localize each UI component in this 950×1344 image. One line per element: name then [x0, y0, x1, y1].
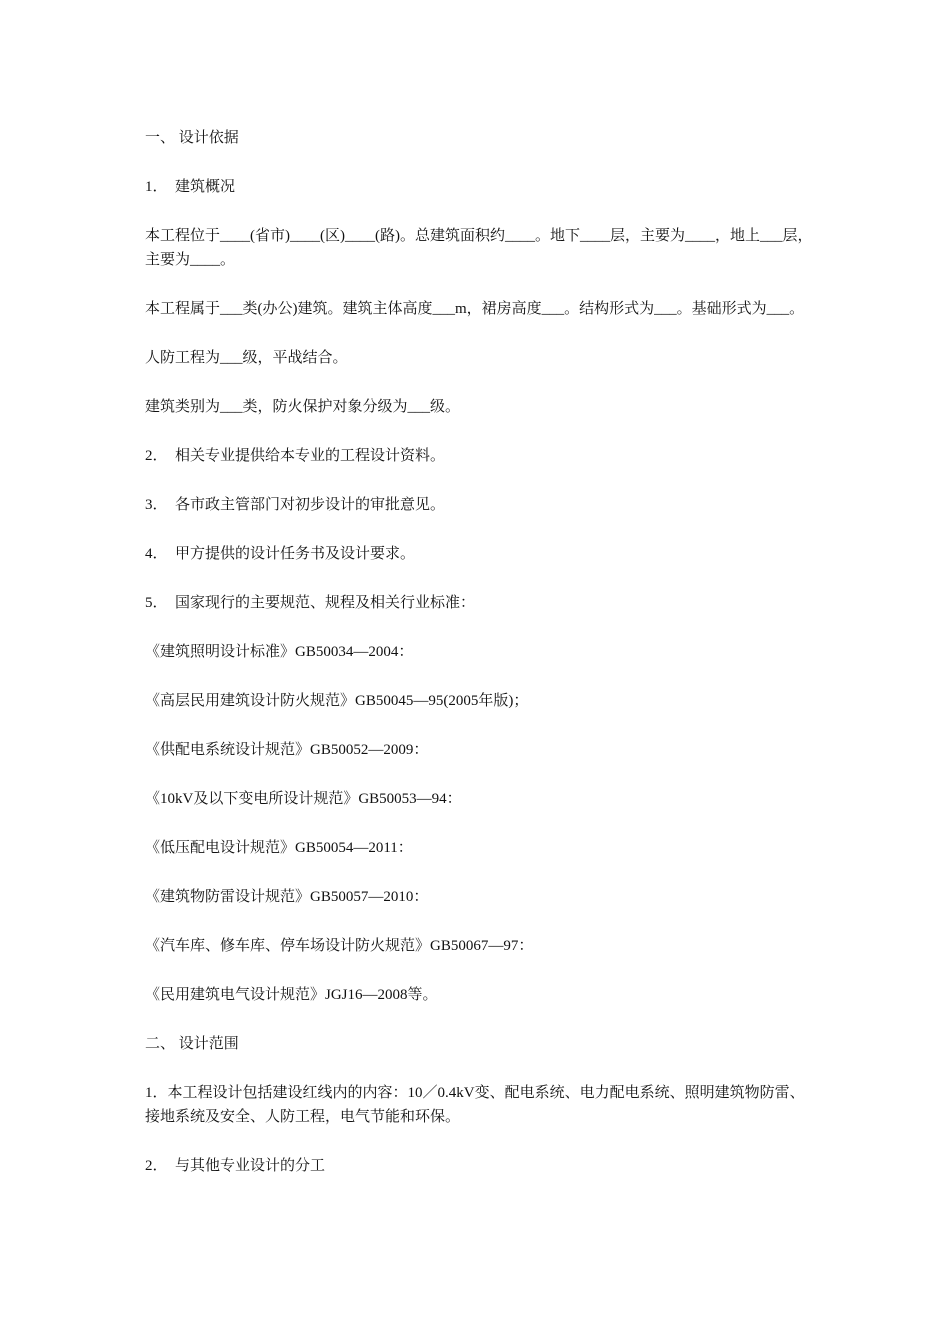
item-related-materials: 2． 相关专业提供给本专业的工程设计资料。 — [145, 448, 446, 464]
paragraph-civil-defense: 人防工程为___级，平战结合。 — [145, 350, 348, 366]
standard-gb50054: 《低压配电设计规范》GB50054—2011： — [145, 840, 413, 856]
standard-gb50053: 《10kV及以下变电所设计规范》GB50053—94： — [145, 791, 462, 807]
item-design-brief: 4． 甲方提供的设计任务书及设计要求。 — [145, 546, 416, 562]
item-approval-opinions: 3． 各市政主管部门对初步设计的审批意见。 — [145, 497, 446, 513]
item-national-standards: 5． 国家现行的主要规范、规程及相关行业标准： — [145, 595, 476, 611]
section-heading-design-basis: 一、 设计依据 — [145, 130, 239, 146]
document-body — [145, 126, 815, 1203]
standard-gb50067: 《汽车库、修车库、停车场设计防火规范》GB50067—97： — [145, 938, 534, 954]
standard-gb50034: 《建筑照明设计标准》GB50034—2004： — [145, 644, 414, 660]
standard-gb50052: 《供配电系统设计规范》GB50052—2009： — [145, 742, 429, 758]
item-design-content: 1．本工程设计包括建设红线内的内容：10／0.4kV变、配电系统、电力配电系统、照明建筑物防雷、接地系统及安全、人防工程，电气节能和环保。 — [145, 1085, 805, 1125]
item-building-overview: 1． 建筑概况 — [145, 179, 236, 195]
section-heading-design-scope: 二、 设计范围 — [145, 1036, 239, 1052]
item-division-of-work: 2． 与其他专业设计的分工 — [145, 1158, 326, 1174]
paragraph-fire-protection: 建筑类别为___类，防火保护对象分级为___级。 — [145, 399, 461, 415]
standard-jgj16: 《民用建筑电气设计规范》JGJ16—2008等。 — [145, 987, 438, 1003]
standard-gb50045: 《高层民用建筑设计防火规范》GB50045—95(2005年版)； — [145, 693, 529, 709]
paragraph-project-location: 本工程位于____(省市)____(区)____(路)。总建筑面积约____。地下____层，主要为____，地上___层，主要为____。 — [145, 228, 813, 268]
standard-gb50057: 《建筑物防雷设计规范》GB50057—2010： — [145, 889, 429, 905]
paragraph-building-class: 本工程属于___类(办公)建筑。建筑主体高度___m，裙房高度___。结构形式为___。基础形式为___。 — [145, 301, 805, 317]
